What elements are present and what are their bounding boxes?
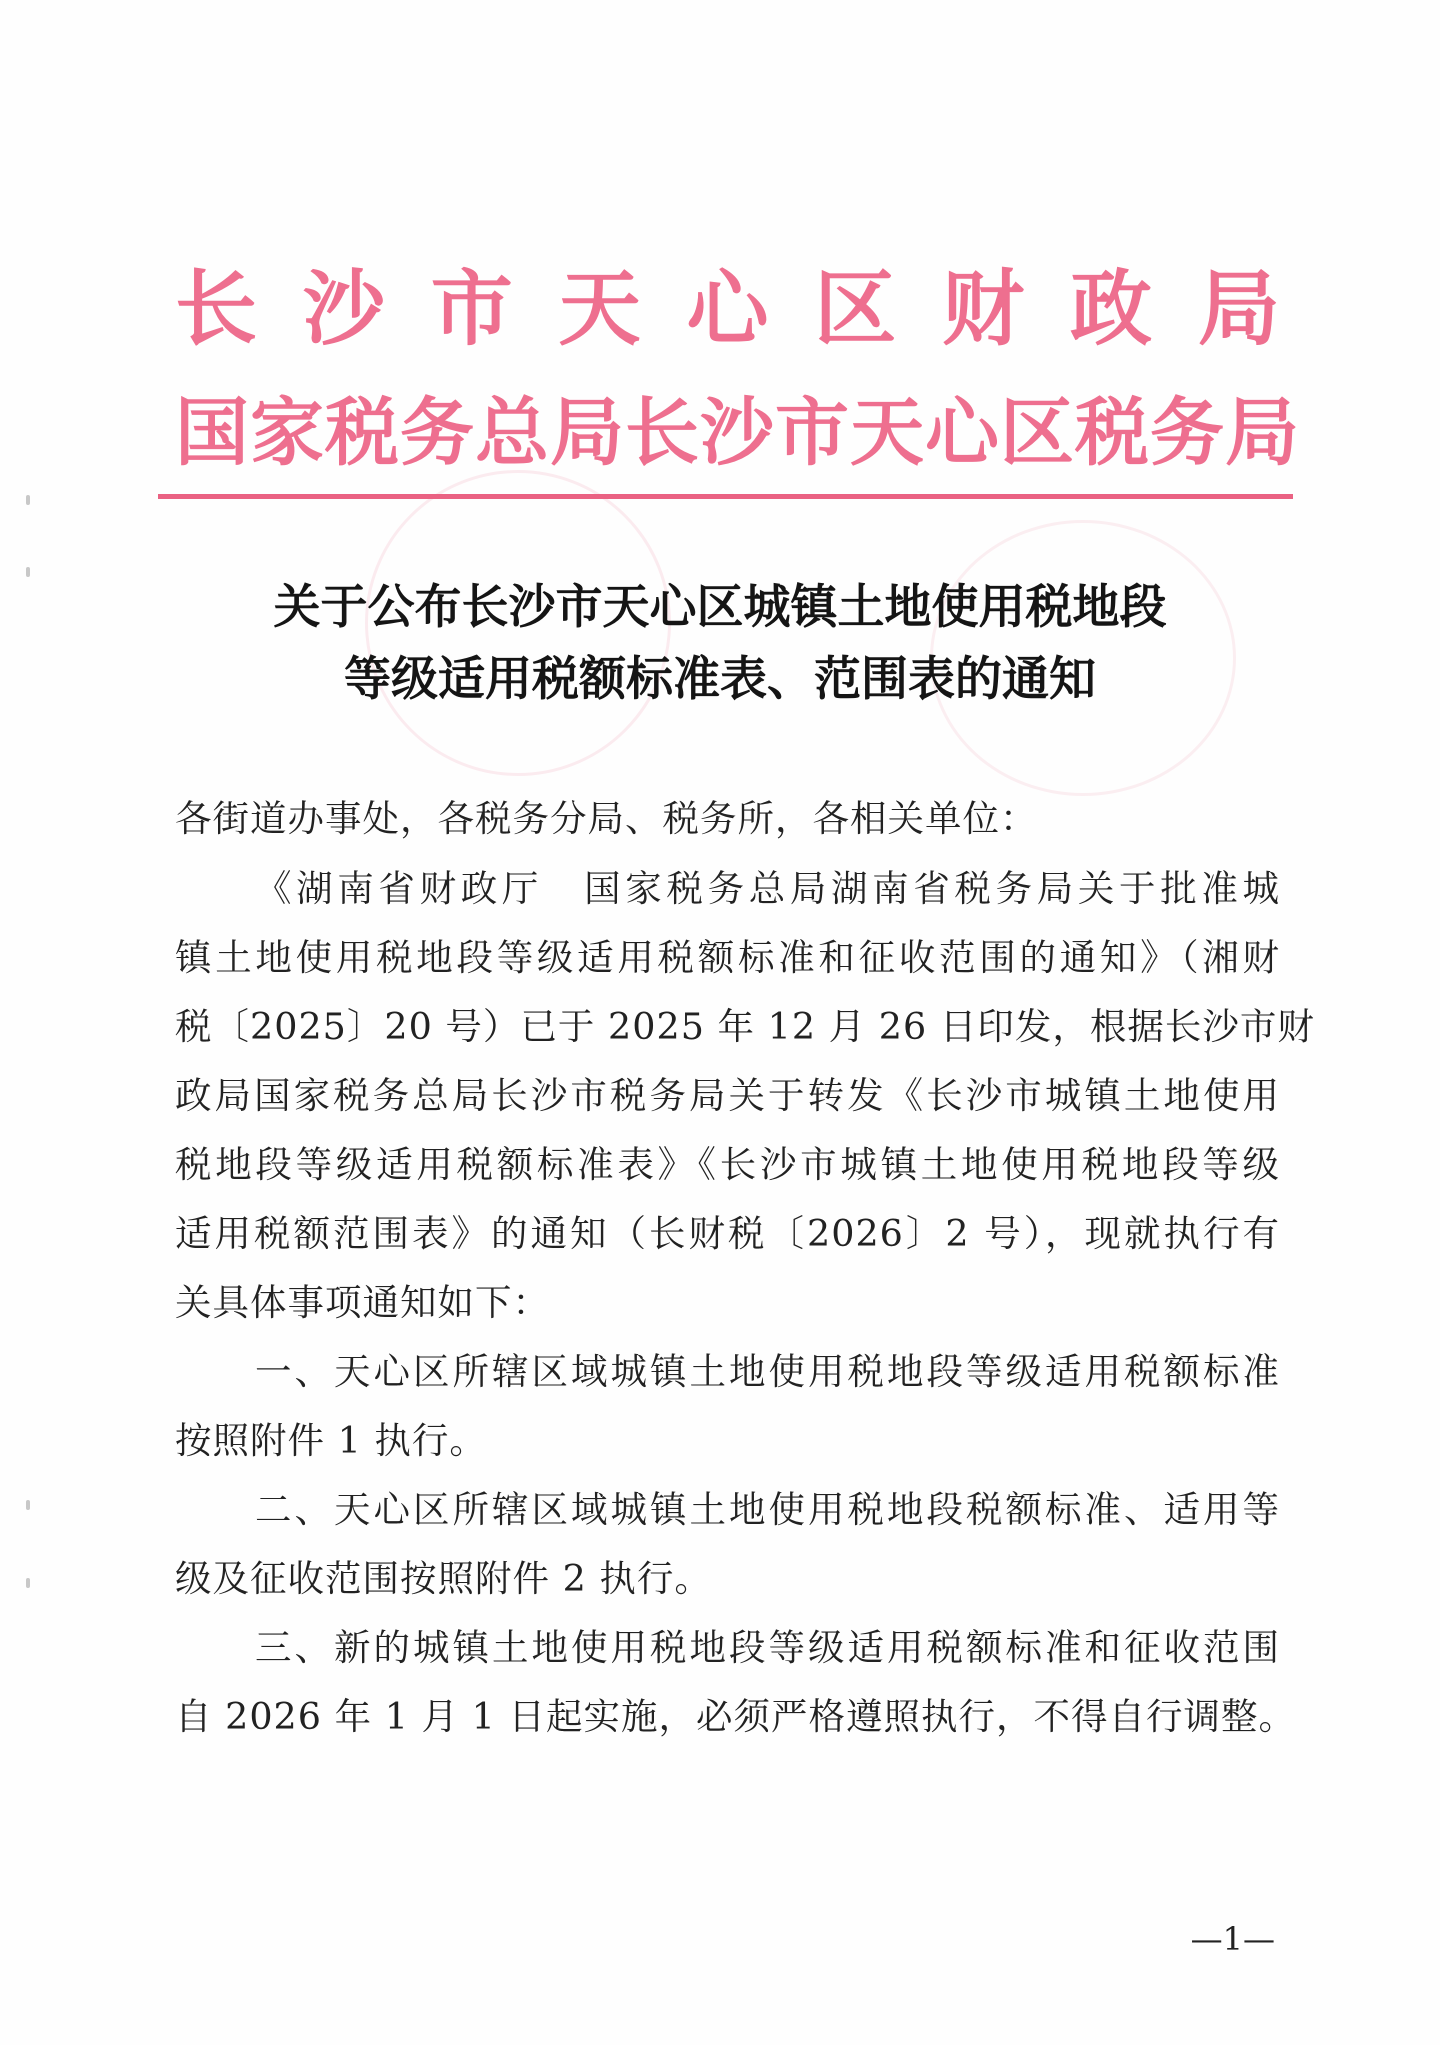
paragraph-line: 镇土地使用税地段等级适用税额标准和征收范围的通知》（湘财 bbox=[175, 936, 1280, 979]
org-char: 政 bbox=[1070, 260, 1153, 357]
issuing-org-finance-bureau bbox=[175, 252, 1280, 357]
item-2-line: 级及征收范围按照附件 2 执行。 bbox=[175, 1557, 712, 1600]
org-char: 局 bbox=[1197, 260, 1280, 357]
paragraph-line: 《湖南省财政厅 国家税务总局湖南省税务局关于批准城 bbox=[255, 867, 1280, 910]
org-char: 沙 bbox=[302, 260, 385, 357]
org-char: 长 bbox=[175, 260, 258, 357]
paragraph-line: 税〔2025〕20 号）已于 2025 年 12 月 26 日印发，根据长沙市财 bbox=[175, 1005, 1315, 1048]
paragraph-line: 政局国家税务总局长沙市税务局关于转发《长沙市城镇土地使用 bbox=[175, 1074, 1280, 1117]
item-3-line: 三、新的城镇土地使用税地段等级适用税额标准和征收范围 bbox=[255, 1626, 1280, 1669]
paragraph-line: 关具体事项通知如下： bbox=[175, 1281, 550, 1324]
scan-mark bbox=[26, 1500, 30, 1510]
document-title-line-1: 关于公布长沙市天心区城镇土地使用税地段 bbox=[273, 580, 1167, 635]
org-char: 财 bbox=[942, 260, 1025, 357]
page-number: —1— bbox=[1190, 1920, 1275, 1958]
org-char: 心 bbox=[686, 260, 769, 357]
org-char: 市 bbox=[430, 260, 513, 357]
item-3-line: 自 2026 年 1 月 1 日起实施，必须严格遵照执行，不得自行调整。 bbox=[175, 1695, 1296, 1738]
item-1-line: 一、天心区所辖区域城镇土地使用税地段等级适用税额标准 bbox=[255, 1350, 1280, 1393]
issuing-org-tax-bureau: 国家税务总局长沙市天心区税务局 bbox=[175, 390, 1300, 476]
header-red-rule bbox=[158, 494, 1293, 499]
scan-mark bbox=[26, 1578, 30, 1588]
item-2-line: 二、天心区所辖区域城镇土地使用税地段税额标准、适用等 bbox=[255, 1488, 1280, 1531]
document-title-line-2: 等级适用税额标准表、范围表的通知 bbox=[344, 652, 1096, 707]
org-char: 区 bbox=[814, 260, 897, 357]
paragraph-line: 适用税额范围表》的通知（长财税〔2026〕2 号），现就执行有 bbox=[175, 1212, 1280, 1255]
scan-mark bbox=[26, 567, 30, 577]
item-1-line: 按照附件 1 执行。 bbox=[175, 1419, 487, 1462]
scan-mark bbox=[26, 495, 30, 505]
salutation: 各街道办事处，各税务分局、税务所，各相关单位： bbox=[175, 797, 1038, 840]
paragraph-line: 税地段等级适用税额标准表》《长沙市城镇土地使用税地段等级 bbox=[175, 1143, 1280, 1186]
org-char: 天 bbox=[558, 260, 641, 357]
